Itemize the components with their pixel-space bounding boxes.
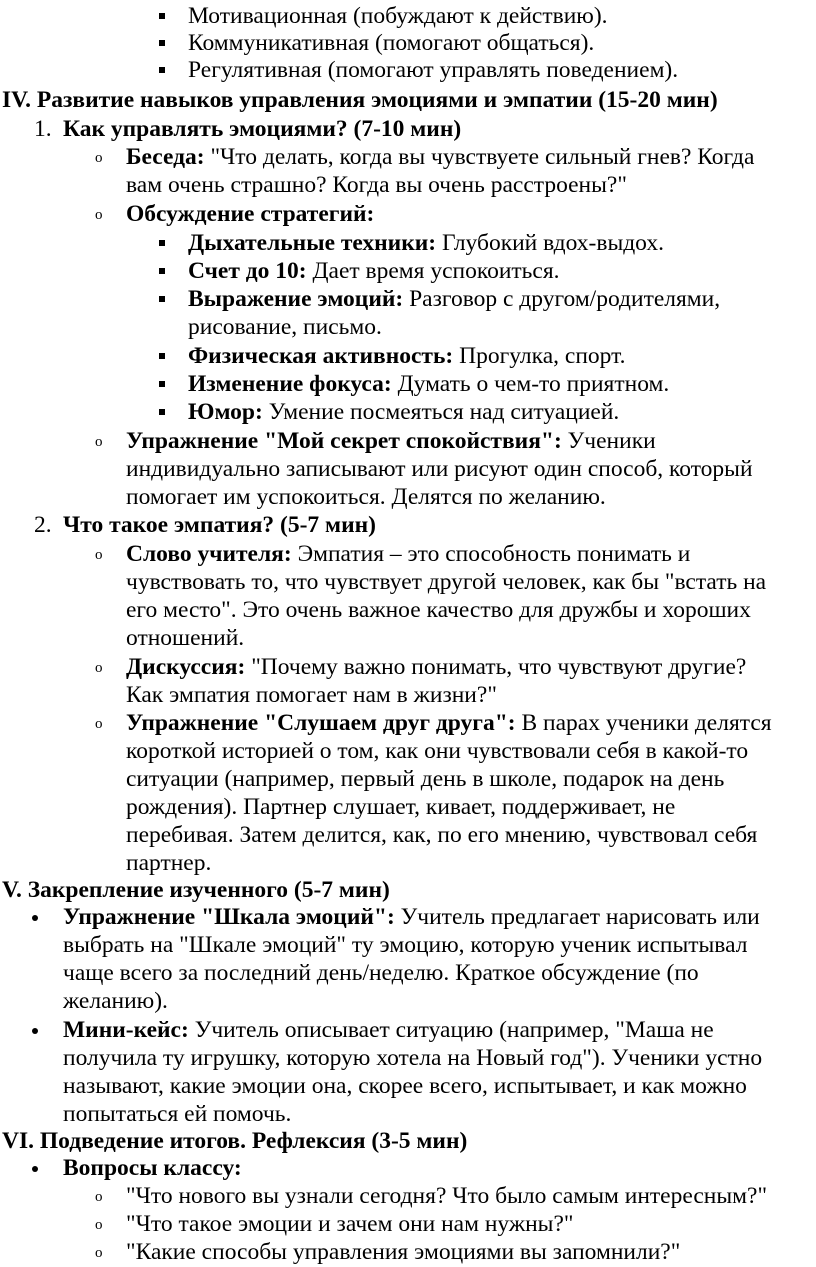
teacher-text: Эмпатия – это способность понимать и: [297, 541, 691, 567]
strategy-item: [188, 285, 720, 313]
square-bullet-icon: [159, 40, 165, 46]
circle-bullet-icon: o: [95, 1245, 103, 1261]
exercise-line: [126, 427, 656, 455]
listen-text: короткой историей о том, как они чувствовали себя в какой-то: [126, 738, 749, 764]
scale-label: Упражнение "Шкала эмоций":: [63, 904, 395, 930]
circle-bullet-icon: o: [95, 150, 103, 166]
circle-bullet-icon: o: [95, 1217, 103, 1233]
scale-text: чаще всего за последний день/неделю. Краткое обсуждение (по: [63, 960, 699, 986]
talk-text: вам очень страшно? Когда вы очень расстроены?": [126, 172, 627, 198]
square-bullet-icon: [159, 67, 165, 73]
case-text: попытаться ей помочь.: [63, 1101, 292, 1127]
dot-bullet-icon: [32, 915, 38, 921]
question-item: "Что такое эмоции и зачем они нам нужны?": [126, 1211, 574, 1237]
square-bullet-icon: [159, 240, 165, 246]
strategy-label: Счет до 10:: [188, 258, 307, 284]
strategy-label: Юмор:: [188, 399, 263, 425]
section-heading: IV. Развитие навыков управления эмоциями и эмпатии (15-20 мин): [2, 87, 718, 113]
questions-label: Вопросы классу:: [63, 1155, 242, 1181]
list-number: 1.: [34, 116, 52, 142]
strategy-text: рисование, письмо.: [188, 314, 382, 340]
strategy-item: [188, 229, 664, 257]
dot-bullet-icon: [32, 1028, 38, 1034]
talk-label: Беседа:: [126, 144, 205, 170]
strategy-label: Физическая активность:: [188, 343, 454, 369]
square-bullet-icon: [159, 409, 165, 415]
circle-bullet-icon: o: [95, 547, 103, 563]
discussion-line: [126, 653, 746, 681]
strategy-text: Умение посмеяться над ситуацией.: [268, 399, 620, 425]
listen-text: партнер.: [126, 850, 212, 876]
listen-text: ситуации (например, первый день в школе, подарок на день: [126, 766, 725, 792]
strategy-label: Выражение эмоций:: [188, 286, 404, 312]
listen-text: рождения). Партнер слушает, кивает, поддерживает, не: [126, 794, 676, 820]
circle-bullet-icon: o: [95, 660, 103, 676]
teacher-text: отношений.: [126, 625, 245, 651]
scale-text: выбрать на "Шкале эмоций" ту эмоцию, которую ученик испытывал: [63, 932, 748, 958]
strategy-text: Глубокий вдох-выдох.: [442, 230, 664, 256]
teacher-text: чувствовать то, что чувствует другой человек, как бы "встать на: [126, 569, 767, 595]
listen-text: В парах ученики делятся: [521, 710, 772, 736]
teacher-label: Слово учителя:: [126, 541, 292, 567]
strategy-item: [188, 398, 619, 426]
circle-bullet-icon: o: [95, 716, 103, 732]
subsection-title: Что такое эмпатия? (5-7 мин): [63, 512, 376, 538]
scale-line: [63, 903, 760, 931]
strategy-text: Думать о чем-то приятном.: [397, 371, 670, 397]
teacher-line: [126, 540, 690, 568]
listen-line: [126, 709, 772, 737]
strategy-label: Дыхательные техники:: [188, 230, 437, 256]
case-label: Мини-кейс:: [63, 1017, 189, 1043]
question-item: "Какие способы управления эмоциями вы запомнили?": [126, 1239, 681, 1265]
strategy-item: [188, 342, 625, 370]
square-bullet-icon: [159, 13, 165, 19]
section-heading: VI. Подведение итогов. Рефлексия (3-5 мин): [2, 1128, 468, 1154]
strategy-item: [188, 257, 560, 285]
talk-text: "Что делать, когда вы чувствуете сильный гнев? Когда: [210, 144, 755, 170]
bullet-text: Коммуникативная (помогают общаться).: [188, 30, 595, 56]
square-bullet-icon: [159, 353, 165, 359]
exercise-text: помогает им успокоиться. Делятся по желанию.: [126, 484, 606, 510]
square-bullet-icon: [159, 381, 165, 387]
case-text: получила ту игрушку, которую хотела на Новый год"). Ученики устно: [63, 1045, 763, 1071]
square-bullet-icon: [159, 268, 165, 274]
case-text: называют, какие эмоции она, скорее всего, испытывает, и как можно: [63, 1073, 747, 1099]
scale-text: Учитель предлагает нарисовать или: [400, 904, 760, 930]
question-item: "Что нового вы узнали сегодня? Что было самым интересным?": [126, 1183, 768, 1209]
circle-bullet-icon: o: [95, 207, 103, 223]
strategy-text: Разговор с другом/родителями,: [409, 286, 721, 312]
strategy-item: [188, 370, 669, 398]
list-number: 2.: [34, 512, 52, 538]
listen-label: Упражнение "Слушаем друг друга":: [126, 710, 516, 736]
listen-text: перебивая. Затем делится, как, по его мнению, чувствовал себя: [126, 822, 758, 848]
strategy-label: Изменение фокуса:: [188, 371, 392, 397]
exercise-text: индивидуально записывают или рисуют один способ, который: [126, 456, 753, 482]
teacher-text: его место". Это очень важное качество для дружбы и хороших: [126, 597, 751, 623]
discussion-text: "Почему важно понимать, что чувствуют другие?: [251, 654, 747, 680]
exercise-text: Ученики: [567, 428, 656, 454]
strategy-text: Дает время успокоиться.: [312, 258, 560, 284]
dot-bullet-icon: [32, 1166, 38, 1172]
case-line: [63, 1016, 714, 1044]
bullet-text: Мотивационная (побуждают к действию).: [188, 3, 608, 29]
exercise-label: Упражнение "Мой секрет спокойствия":: [126, 428, 562, 454]
circle-bullet-icon: o: [95, 1189, 103, 1205]
scale-text: желанию).: [63, 988, 168, 1014]
circle-bullet-icon: o: [95, 434, 103, 450]
discussion-label: Дискуссия:: [126, 654, 246, 680]
square-bullet-icon: [159, 296, 165, 302]
strategies-label: Обсуждение стратегий:: [126, 201, 375, 227]
discussion-text: Как эмпатия помогает нам в жизни?": [126, 682, 497, 708]
case-text: Учитель описывает ситуацию (например, "Маша не: [194, 1017, 714, 1043]
talk-line: [126, 143, 754, 171]
subsection-title: Как управлять эмоциями? (7-10 мин): [63, 116, 462, 142]
section-heading: V. Закрепление изученного (5-7 мин): [2, 877, 390, 903]
bullet-text: Регулятивная (помогают управлять поведением).: [188, 57, 679, 83]
strategy-text: Прогулка, спорт.: [459, 343, 626, 369]
